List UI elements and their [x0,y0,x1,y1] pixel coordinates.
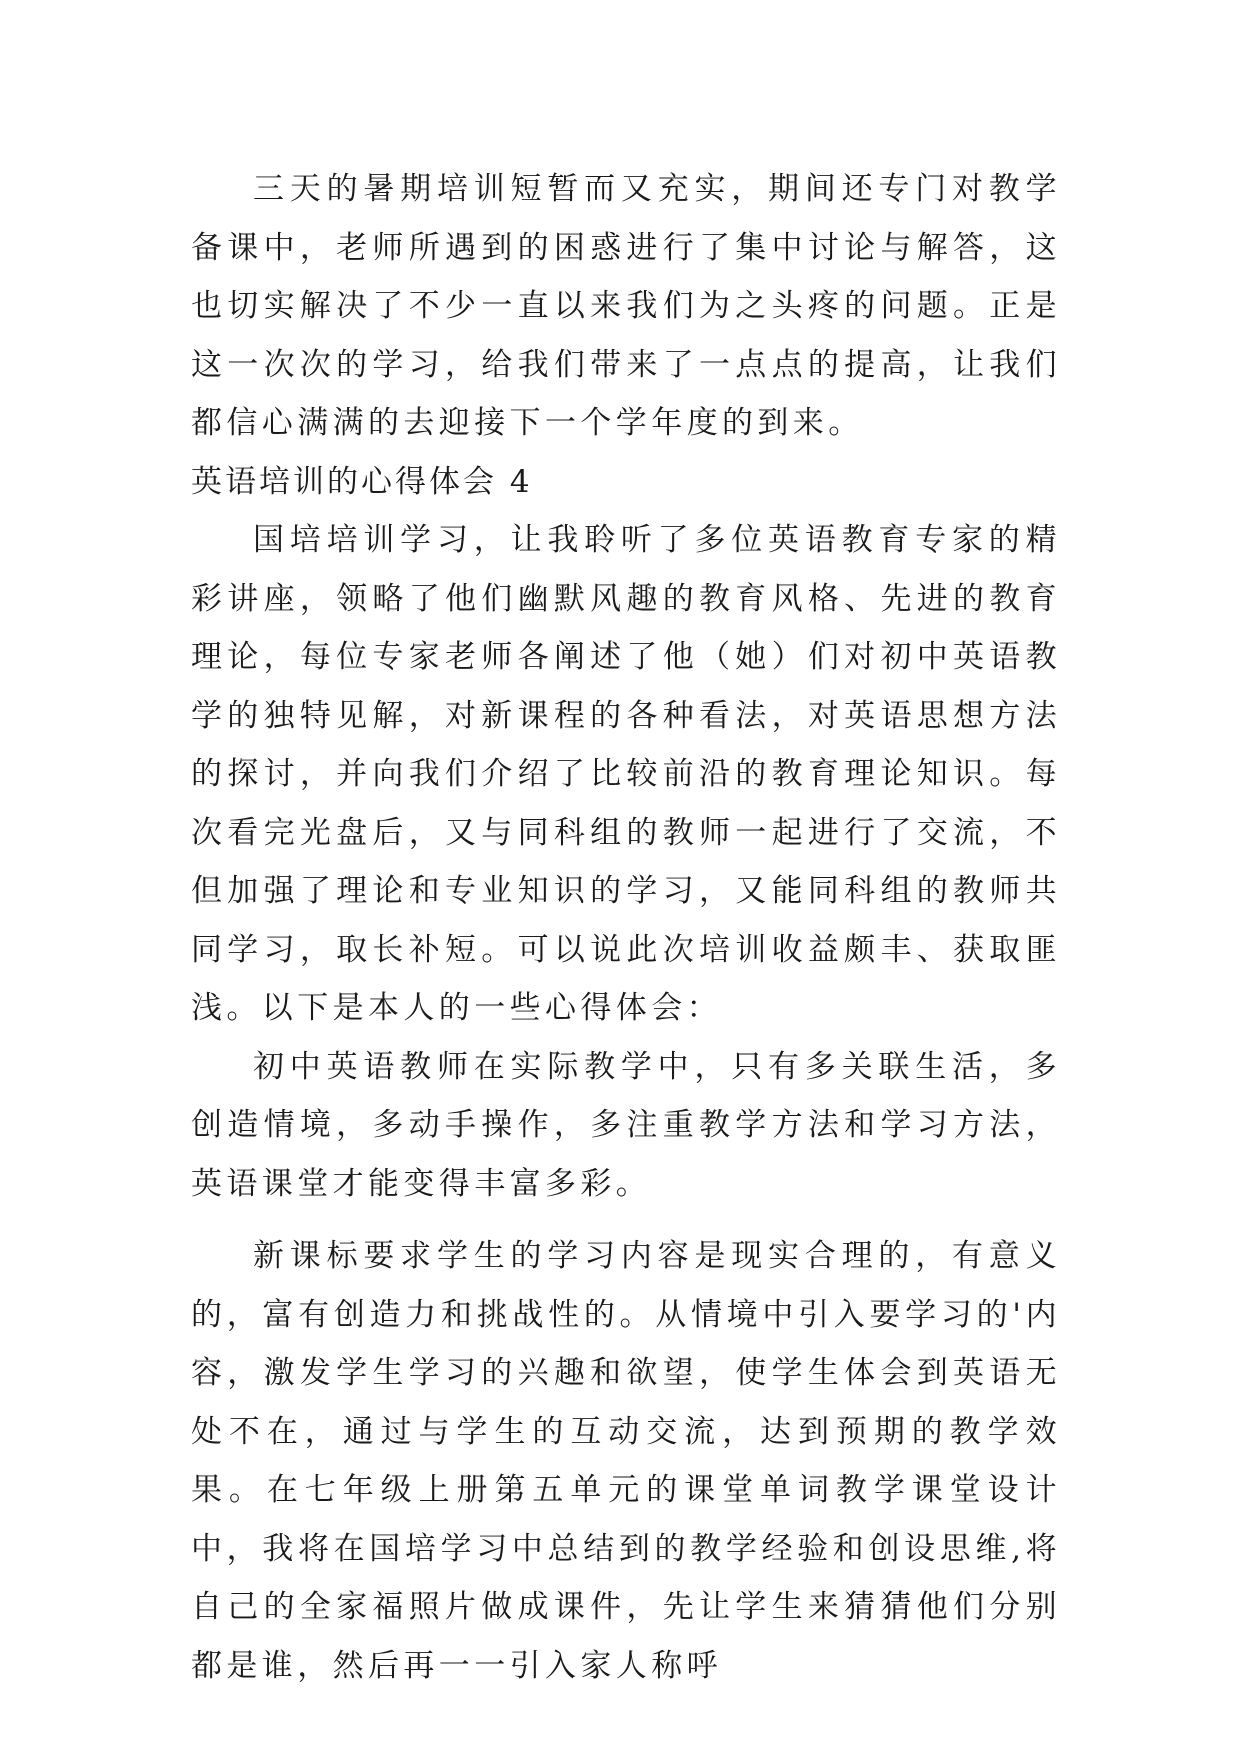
paragraph-teaching-practice: 初中英语教师在实际教学中，只有多关联生活，多创造情境，多动手操作，多注重教学方法和学习方法，英语课堂才能变得丰富多彩。 [191,1048,1061,1202]
paragraph-national-training: 国培培训学习，让我聆听了多位英语教育专家的精彩讲座，领略了他们幽默风趣的教育风格、先进的教育理论，每位专家老师各阐述了他（她）们对初中英语教学的独特见解，对新课程的各种看法，对英语思想方法的探讨，并向我们介绍了比较前沿的教育理论知识。每次看完光盘后，又与同科组的教师一起进行了交流，不但加强了理论和专业知识的学习，又能同科组的教师共同学习，取长补短。可以说此次培训收益颇丰、获取匪浅。以下是本人的一些心得体会： [191,522,1061,1026]
section-heading: 英语培训的心得体会 4 [191,463,533,500]
document-body [191,160,1061,1695]
paragraph-new-curriculum: 新课标要求学生的学习内容是现实合理的，有意义的，富有创造力和挑战性的。从情境中引入要学习的'内容，激发学生学习的兴趣和欲望，使学生体会到英语无处不在，通过与学生的互动交流，达到预期的教学效果。在七年级上册第五单元的课堂单词教学课堂设计中，我将在国培学习中总结到的教学经验和创设思维,将自己的全家福照片做成课件，先让学生来猜猜他们分别都是谁，然后再一一引入家人称呼 [191,1238,1061,1684]
paragraph-summer-training: 三天的暑期培训短暂而又充实，期间还专门对教学备课中，老师所遇到的困惑进行了集中讨论与解答，这也切实解决了不少一直以来我们为之头疼的问题。正是这一次次的学习，给我们带来了一点点的提高，让我们都信心满满的去迎接下一个学年度的到来。 [191,171,1061,441]
